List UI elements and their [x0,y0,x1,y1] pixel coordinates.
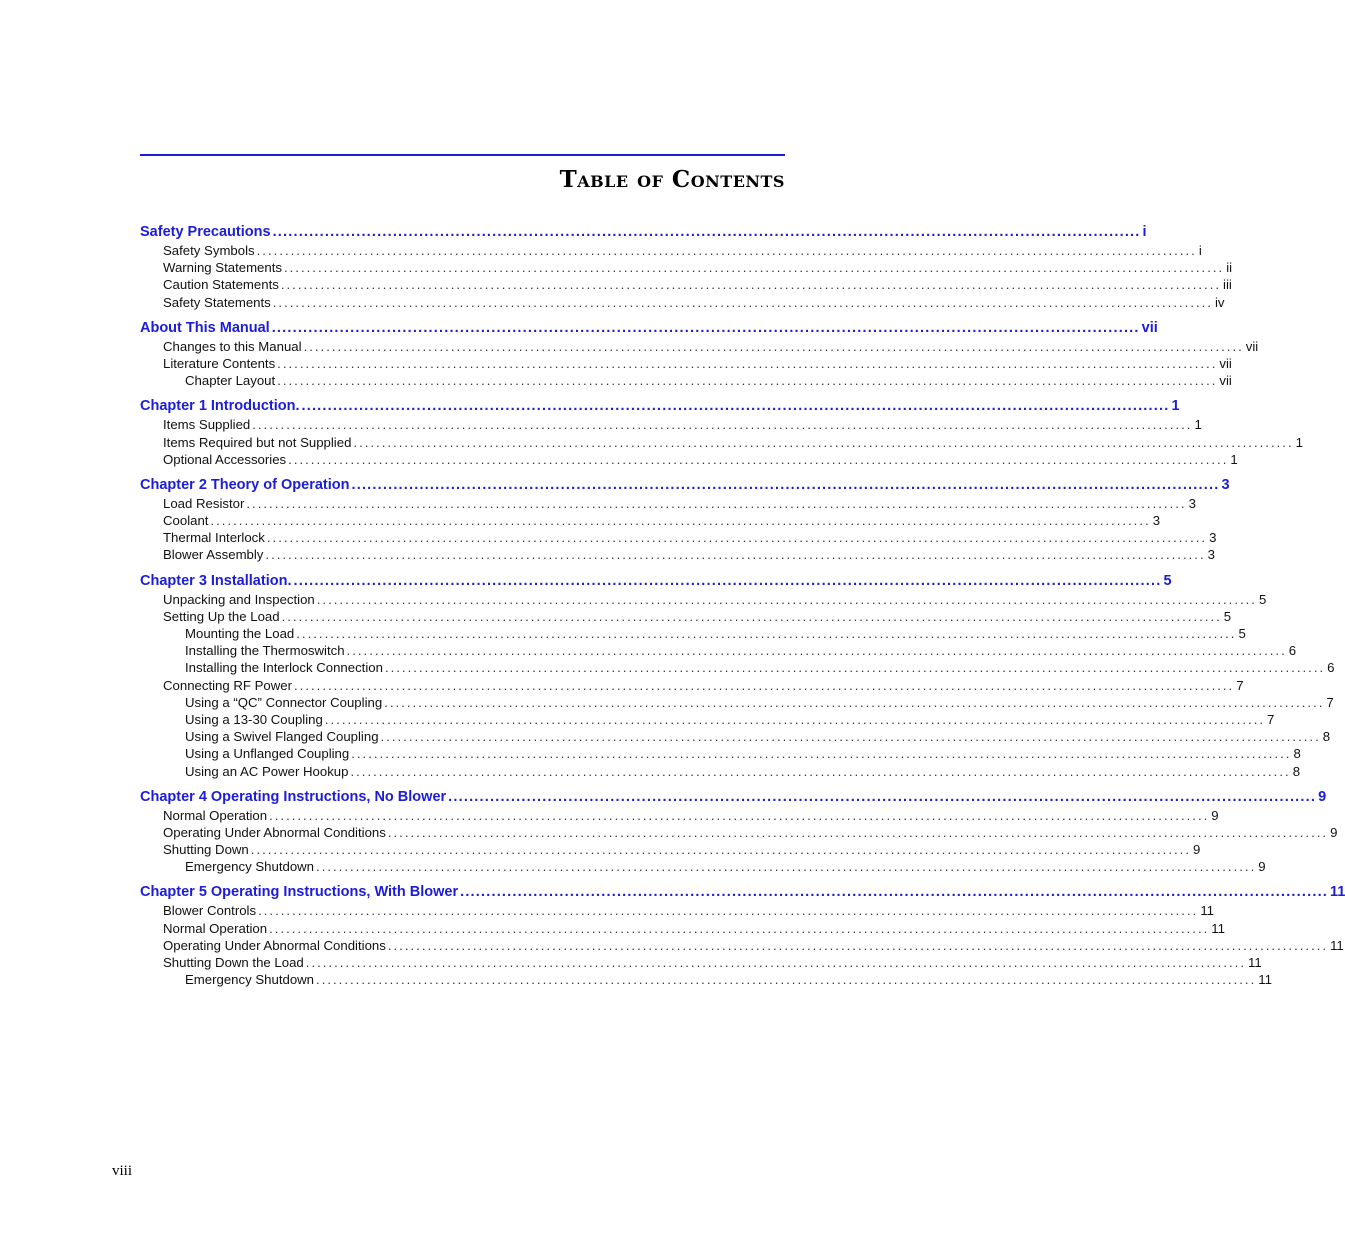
dot-leader: ...................................................................................................................................................................... [256,243,1197,258]
toc-entry-title: Installing the Interlock Connection [185,660,383,676]
toc-entry-link[interactable] [140,841,1201,858]
toc-entry-link[interactable] [140,858,1266,875]
toc-entry-title: Chapter 1 Introduction. [140,398,300,415]
toc-page-number: 3 [1207,547,1215,563]
toc-entry-link[interactable] [140,807,1219,824]
header-rule [140,154,785,156]
toc-page-number: 8 [1293,746,1301,762]
page-title: Table of Contents [559,166,785,193]
toc-page-number: vii [1219,355,1232,371]
table-of-contents [140,222,1345,988]
dot-leader: ...................................................................................................................................................................... [250,842,1191,858]
toc-page-number: 7 [1267,711,1275,727]
toc-entry-title: Using a 13-30 Coupling [185,711,323,727]
toc-entry-title: About This Manual [140,319,270,336]
toc-entry-title: Items Required but not Supplied [163,434,352,450]
toc-entry-link[interactable] [140,242,1202,259]
toc-page-number: 6 [1288,643,1297,659]
toc-page-number: 1 [1295,434,1303,450]
toc-entry-title: Using a “QC” Connector Coupling [185,694,383,710]
dot-leader: ...................................................................................................................................................................... [380,729,1321,745]
toc-entry-link[interactable] [140,608,1232,625]
dot-leader: ...................................................................................................................................................................... [448,788,1317,805]
toc-entry-link[interactable] [140,937,1344,954]
toc-entry-title: Optional Accessories [163,451,287,467]
dot-leader: ...................................................................................................................................................................... [324,711,1266,727]
toc-page-number: 3 [1188,495,1196,511]
toc-entry-title: Using a Swivel Flanged Coupling [185,729,379,745]
dot-leader: ...................................................................................................................................................................... [277,373,1218,389]
toc-entry-title: Chapter Layout [185,373,276,389]
dot-leader: ...................................................................................................................................................................... [350,763,1291,779]
toc-entry-link[interactable] [140,694,1334,711]
dot-leader: ...................................................................................................................................................................... [384,660,1326,676]
dot-leader: ...................................................................................................................................................................... [316,972,1257,988]
dot-leader: ...................................................................................................................................................................... [269,920,1210,936]
toc-entry-link[interactable] [140,529,1217,546]
toc-entry-title: Mounting the Load [185,626,295,641]
dot-leader: ...................................................................................................................................................................... [277,355,1218,371]
toc-page-number: 3 [1209,530,1217,546]
toc-page-number: 5 [1238,626,1246,641]
toc-page-number: vii [1141,319,1158,336]
dot-leader: ...................................................................................................................................................................... [283,260,1225,276]
toc-entry-title: Coolant [163,513,209,529]
toc-entry-link[interactable] [140,824,1338,841]
toc-page-number: 3 [1221,476,1230,493]
toc-entry-title: Chapter 2 Theory of Operation [140,476,350,493]
toc-section-link[interactable] [140,396,1180,416]
toc-entry-title: Emergency Shutdown [185,972,315,988]
toc-page-number: 9 [1193,842,1201,858]
dot-leader: ...................................................................................................................................................................... [280,277,1222,293]
toc-page-number: 11 [1330,884,1345,901]
toc-entry-link[interactable] [140,451,1238,468]
toc-section-link[interactable] [140,571,1172,591]
dot-leader: ...................................................................................................................................................................... [272,294,1213,310]
toc-entry-link[interactable] [140,259,1233,276]
toc-entry-link[interactable] [140,625,1246,642]
toc-page-number: 11 [1211,920,1225,936]
toc-page-number: 9 [1330,824,1338,840]
toc-entry-link[interactable] [140,659,1335,676]
toc-entry-title: Using an AC Power Hookup [185,763,349,779]
toc-entry-title: Warning Statements [163,260,282,276]
dot-leader: ...................................................................................................................................................................... [269,807,1210,823]
toc-page-number: 9 [1211,807,1219,823]
toc-entry-title: Changes to this Manual [163,338,302,354]
dot-leader: ...................................................................................................................................................................... [293,572,1162,589]
toc-entry-link[interactable] [140,546,1215,563]
toc-page-number: i [1142,224,1147,240]
toc-page-number: 11 [1330,937,1344,953]
toc-entry-link[interactable] [140,294,1225,311]
page-number: viii [112,1163,133,1179]
toc-section-link[interactable] [140,882,1345,902]
toc-entry-title: Blower Controls [163,903,257,919]
toc-entry-title: Emergency Shutdown [185,859,315,875]
toc-page-number: iii [1223,277,1232,293]
dot-leader: ...................................................................................................................................................................... [271,319,1140,336]
dot-leader: ...................................................................................................................................................................... [258,903,1199,919]
toc-page-number: 1 [1171,398,1180,415]
toc-page-number: 11 [1200,903,1215,919]
dot-leader: ...................................................................................................................................................................... [384,694,1325,710]
dot-leader: ...................................................................................................................................................................... [387,937,1329,953]
toc-page-number: 7 [1236,677,1244,693]
toc-page-number: 5 [1163,572,1172,589]
toc-entry-link[interactable] [140,677,1244,694]
toc-entry-link[interactable] [140,276,1232,293]
dot-leader: ...................................................................................................................................................................... [288,451,1229,467]
dot-leader: ...................................................................................................................................................................... [266,530,1208,546]
toc-page-number: vii [1219,373,1232,389]
dot-leader: ...................................................................................................................................................................... [460,884,1329,901]
toc-page-number: vii [1245,338,1259,354]
toc-entry-title: Safety Precautions [140,224,271,240]
toc-entry-title: Chapter 3 Installation. [140,572,292,589]
dot-leader: ...................................................................................................................................................................... [387,824,1329,840]
toc-entry-title: Installing the Thermoswitch [185,643,345,659]
dot-leader: ...................................................................................................................................................................... [281,608,1222,624]
toc-page-number: iv [1214,294,1225,310]
toc-page-number: i [1198,243,1202,258]
toc-page-number: 9 [1258,859,1266,875]
dot-leader: ...................................................................................................................................................................... [301,398,1170,415]
toc-page-number: ii [1226,260,1233,276]
toc-entry-title: Blower Assembly [163,547,264,563]
toc-page-number: 5 [1223,608,1232,624]
toc-entry-title: Using a Unflanged Coupling [185,746,350,762]
toc-entry-link[interactable] [140,728,1331,745]
dot-leader: ...................................................................................................................................................................... [303,338,1244,354]
toc-page-number: 5 [1258,591,1267,607]
toc-entry-link[interactable] [140,372,1232,389]
toc-page-number: 1 [1230,451,1238,467]
toc-entry-link[interactable] [140,920,1225,937]
toc-entry-link[interactable] [140,434,1303,451]
dot-leader: ...................................................................................................................................................................... [265,547,1206,563]
dot-leader: ...................................................................................................................................................................... [346,643,1287,659]
toc-entry-title: Chapter 5 Operating Instructions, With Blower [140,884,459,901]
toc-entry-link[interactable] [140,763,1301,780]
toc-entry-title: Normal Operation [163,807,268,823]
toc-section-link[interactable] [140,787,1327,807]
toc-section-link[interactable] [140,475,1230,495]
toc-entry-link[interactable] [140,954,1262,971]
toc-entry-link[interactable] [140,711,1275,728]
toc-entry-title: Unpacking and Inspection [163,591,315,607]
toc-page-number: 1 [1194,417,1202,433]
toc-entry-link[interactable] [140,355,1232,372]
toc-page-number: 8 [1322,729,1331,745]
toc-page-number: 3 [1152,513,1161,529]
toc-section-link[interactable] [140,318,1158,338]
toc-entry-link[interactable] [140,642,1297,659]
toc-entry-title: Chapter 4 Operating Instructions, No Blower [140,788,447,805]
toc-entry-link[interactable] [140,495,1196,512]
dot-leader: ...................................................................................................................................................................... [316,591,1257,607]
toc-entry-title: Load Resistor [163,495,245,511]
toc-entry-link[interactable] [140,745,1301,762]
toc-page-number: 7 [1326,694,1334,710]
dot-leader: ...................................................................................................................................................................... [316,859,1257,875]
toc-entry-title: Thermal Interlock [163,530,265,546]
toc-entry-link[interactable] [140,512,1161,529]
toc-entry-title: Shutting Down [163,842,249,858]
dot-leader: ...................................................................................................................................................................... [351,746,1292,762]
toc-entry-title: Safety Statements [163,294,271,310]
toc-page-number: 9 [1318,788,1327,805]
dot-leader: ...................................................................................................................................................................... [294,677,1235,693]
toc-entry-title: Setting Up the Load [163,608,280,624]
toc-entry-title: Normal Operation [163,920,268,936]
toc-page-number: 6 [1327,660,1335,676]
toc-entry-link[interactable] [140,416,1202,433]
dot-leader: ...................................................................................................................................................................... [296,626,1237,641]
toc-page-number: 11 [1258,972,1272,988]
dot-leader: ...................................................................................................................................................................... [210,513,1151,529]
toc-entry-title: Items Supplied [163,417,251,433]
toc-entry-title: Literature Contents [163,355,276,371]
dot-leader: ...................................................................................................................................................................... [305,955,1246,970]
toc-page-number: 11 [1248,955,1262,970]
toc-entry-title: Connecting RF Power [163,677,293,693]
toc-entry-link[interactable] [140,902,1215,919]
toc-entry-title: Caution Statements [163,277,279,293]
toc-entry-title: Safety Symbols [163,243,255,258]
dot-leader: ...................................................................................................................................................................... [252,417,1193,433]
toc-entry-title: Shutting Down the Load [163,955,304,970]
toc-entry-link[interactable] [140,591,1267,608]
dot-leader: ...................................................................................................................................................................... [246,495,1187,511]
toc-page-number: 8 [1292,763,1301,779]
toc-entry-link[interactable] [140,971,1272,988]
toc-section-link[interactable] [140,222,1147,242]
toc-entry-title: Operating Under Abnormal Conditions [163,937,386,953]
dot-leader: ...................................................................................................................................................................... [351,476,1220,493]
dot-leader: ...................................................................................................................................................................... [272,224,1141,240]
dot-leader: ...................................................................................................................................................................... [353,434,1294,450]
toc-entry-link[interactable] [140,338,1259,355]
toc-entry-title: Operating Under Abnormal Conditions [163,824,386,840]
